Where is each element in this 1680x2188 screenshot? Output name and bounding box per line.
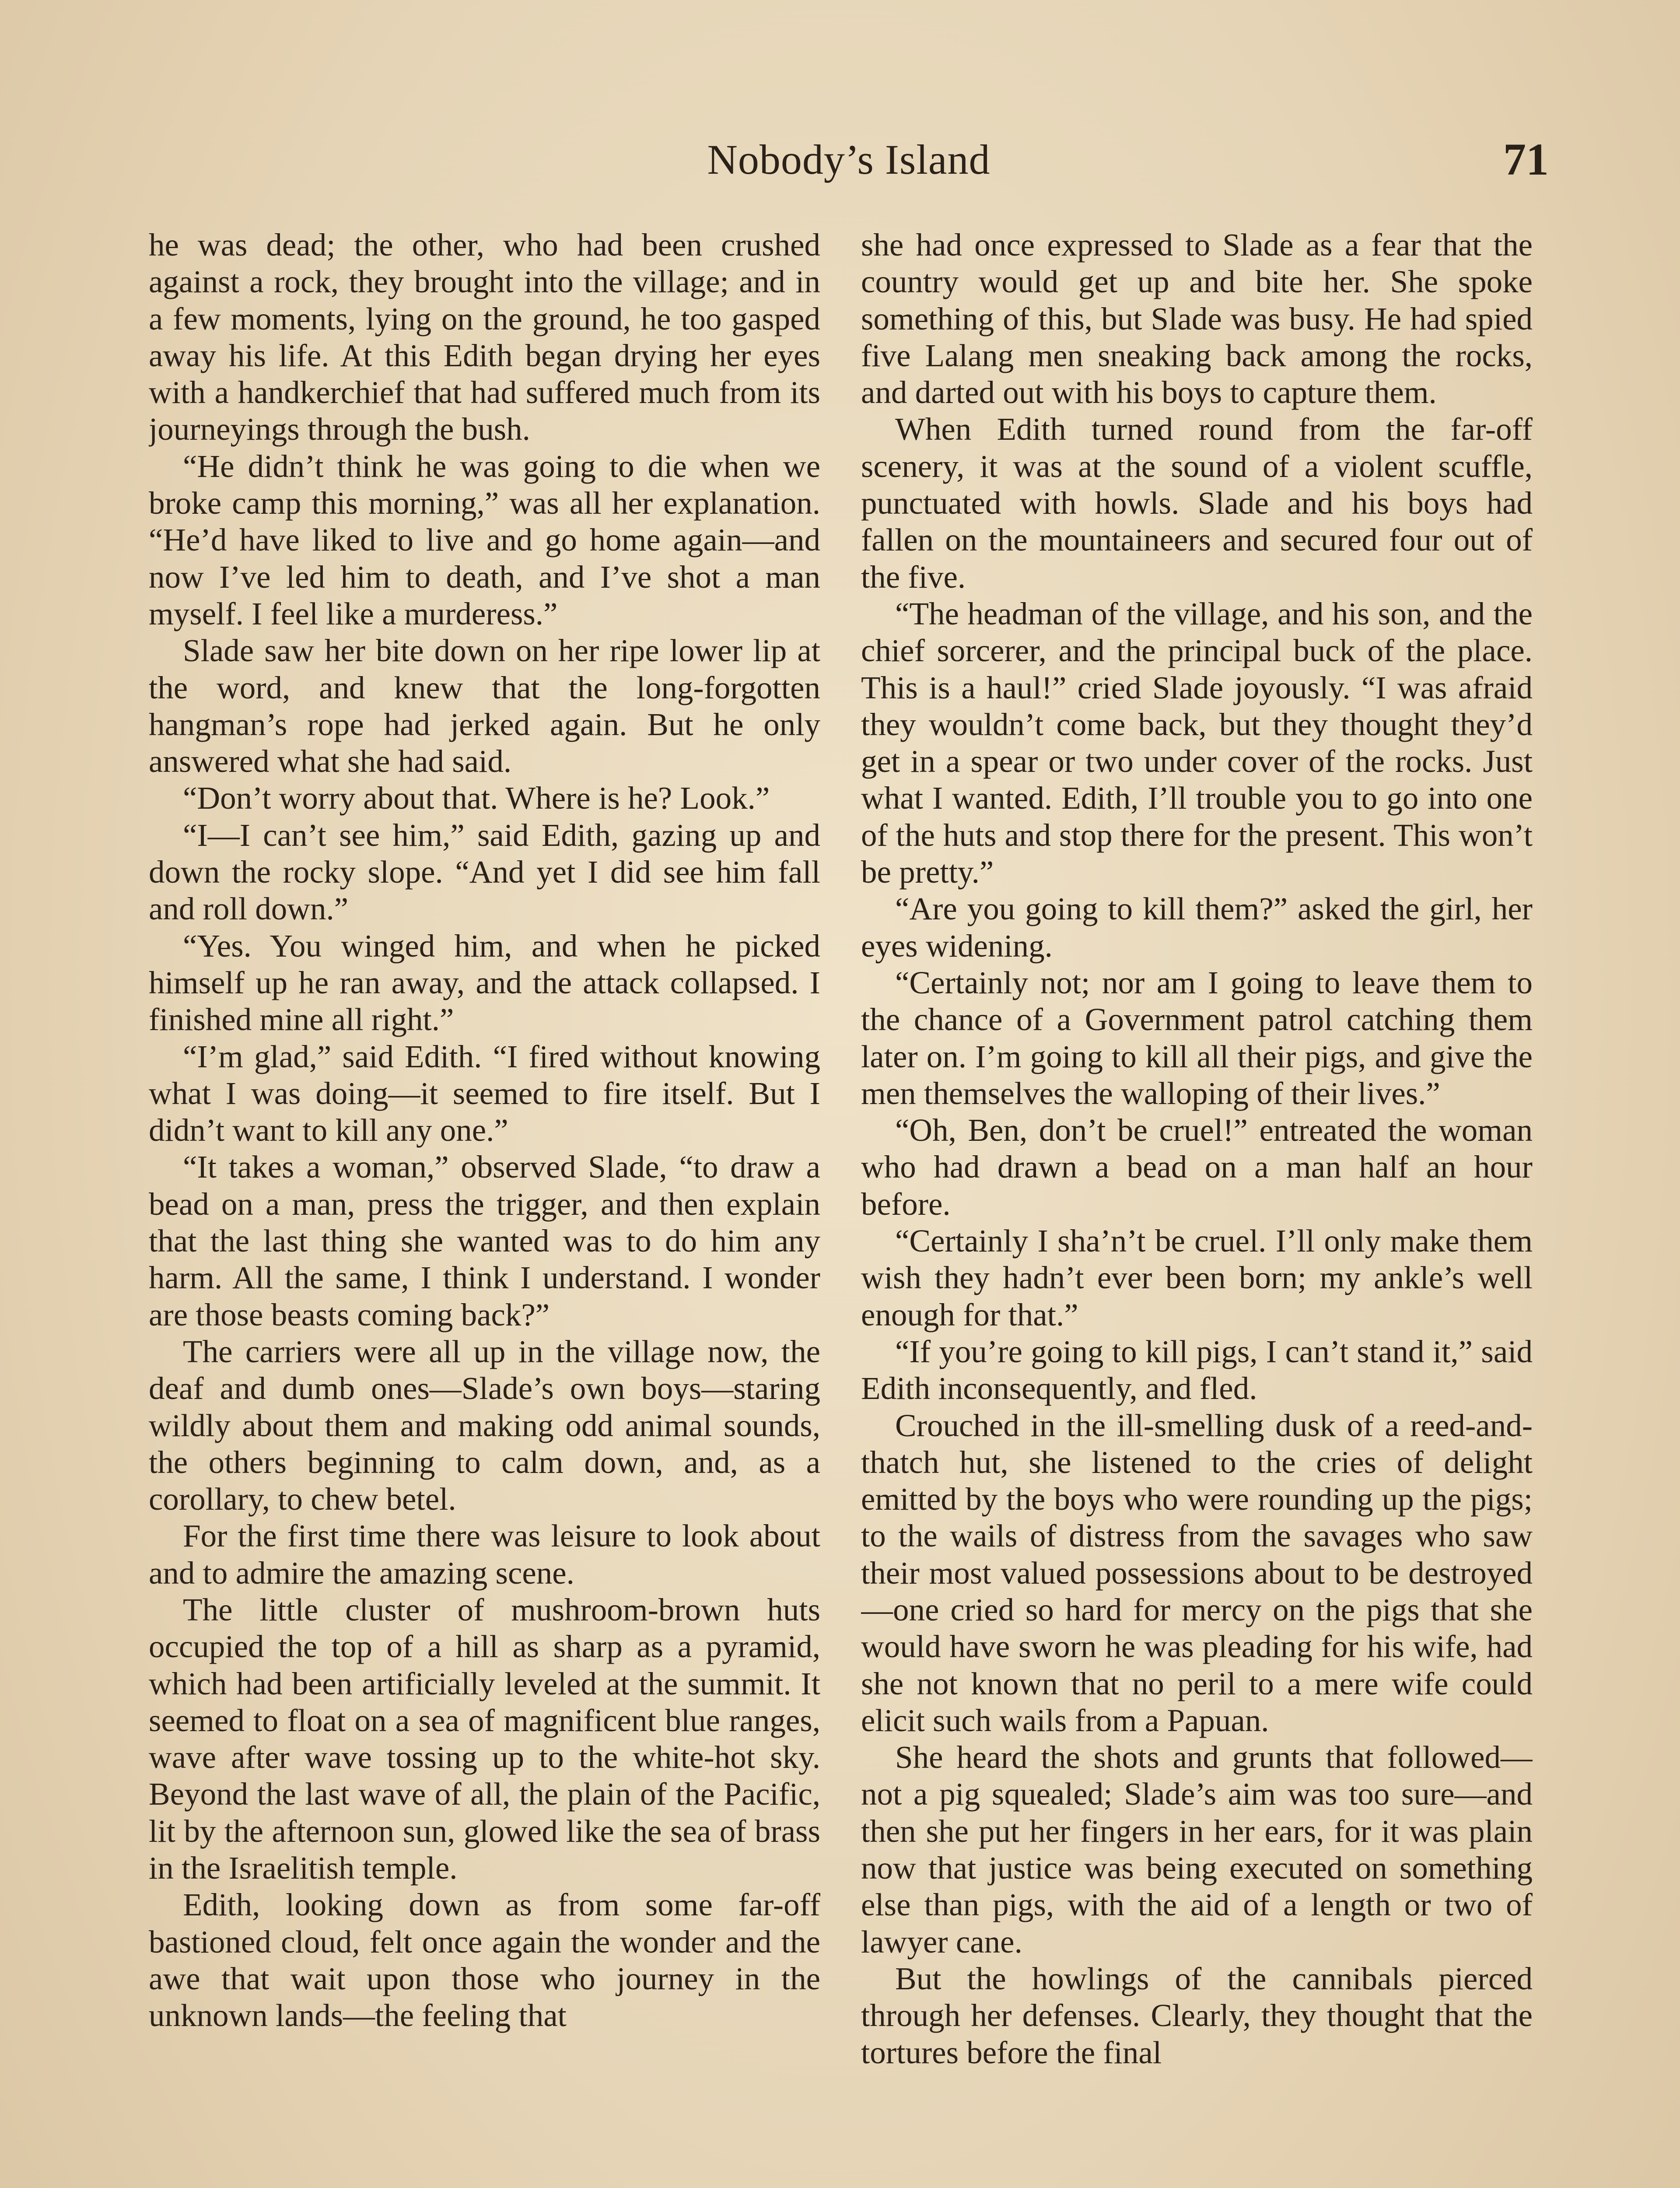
paragraph: “It takes a woman,” observed Slade, “to draw a bead on a man, press the trigger, and then explain that the last thing she wanted was to do him any harm. All the same, I think I understand. I wonder are those beasts coming back?”: [149, 1149, 820, 1332]
paragraph: Slade saw her bite down on her ripe lower lip at the word, and knew that the long-forgotten hangman’s rope had jerked again. But he only answered what she had said.: [149, 633, 820, 779]
running-header: [149, 127, 1549, 193]
paragraph: “He didn’t think he was going to die when we broke camp this morning,” was all her explanation. “He’d have liked to live and go home again—and now I’ve led him to death, and I’ve shot a man myself. I feel like a murderess.”: [149, 448, 820, 631]
paragraph: “If you’re going to kill pigs, I can’t stand it,” said Edith inconsequently, and fled.: [861, 1333, 1533, 1406]
text-column-right: [861, 227, 1533, 2188]
paragraph: “Don’t worry about that. Where is he? Look.”: [183, 780, 770, 816]
page-number: 71: [1503, 134, 1549, 185]
paragraph: She heard the shots and grunts that followed—not a pig squealed; Slade’s aim was too sure—and then she put her fingers in her ears, for it was plain now that justice was being executed on something else than pigs, with the aid of a length or two of lawyer cane.: [861, 1739, 1533, 1960]
paragraph: he was dead; the other, who had been crushed against a rock, they brought into the village; and in a few moments, lying on the ground, he too gasped away his life. At this Edith began drying her eyes with a handkerchief that had suffered much from its journeyings through the bush.: [149, 227, 820, 447]
paragraph: “Certainly I sha’n’t be cruel. I’ll only make them wish they hadn’t ever been born; my ankle’s well enough for that.”: [861, 1223, 1533, 1332]
paragraph: For the first time there was leisure to look about and to admire the amazing scene.: [149, 1518, 820, 1591]
paragraph: When Edith turned round from the far-off scenery, it was at the sound of a violent scuffle, punctuated with howls. Slade and his boys had fallen on the mountaineers and secured four out of the five.: [861, 411, 1533, 595]
paragraph: Edith, looking down as from some far-off bastioned cloud, felt once again the wonder and the awe that wait upon those who journey in the unknown lands—the feeling that: [149, 1887, 820, 2034]
paragraph: The carriers were all up in the village now, the deaf and dumb ones—Slade’s own boys—staring wildly about them and making odd animal sounds, the others beginning to calm down, and, as a corollary, to chew betel.: [149, 1333, 820, 1517]
paragraph: “I—I can’t see him,” said Edith, gazing up and down the rocky slope. “And yet I did see him fall and roll down.”: [149, 817, 820, 927]
paragraph: But the howlings of the cannibals pierced through her defenses. Clearly, they thought that the tortures before the final: [861, 1960, 1533, 2070]
text-column-left: [149, 227, 820, 2188]
running-title: Nobody’s Island: [707, 136, 990, 183]
paragraph: Crouched in the ill-smelling dusk of a reed-and-thatch hut, she listened to the cries of delight emitted by the boys who were rounding up the pigs; to the wails of distress from the savages who saw their most valued possessions about to be destroyed—one cried so hard for mercy on the pigs that she would have sworn he was pleading for his wife, had she not known that no peril to a mere wife could elicit such wails from a Papuan.: [861, 1407, 1533, 1738]
paragraph: “Certainly not; nor am I going to leave them to the chance of a Government patrol catching them later on. I’m going to kill all their pigs, and give the men themselves the walloping of their lives.”: [861, 964, 1533, 1111]
paragraph: “The headman of the village, and his son, and the chief sorcerer, and the principal buck of the place. This is a haul!” cried Slade joyously. “I was afraid they wouldn’t come back, but they thought they’d get in a spear or two under cover of the rocks. Just what I wanted. Edith, I’ll trouble you to go into one of the huts and stop there for the present. This won’t be pretty.”: [861, 596, 1533, 890]
paragraph: “Oh, Ben, don’t be cruel!” entreated the woman who had drawn a bead on a man half an hour before.: [861, 1112, 1533, 1222]
paragraph: “I’m glad,” said Edith. “I fired without knowing what I was doing—it seemed to fire itself. But I didn’t want to kill any one.”: [149, 1038, 820, 1148]
paragraph: “Are you going to kill them?” asked the girl, her eyes widening.: [861, 891, 1533, 964]
paragraph: “Yes. You winged him, and when he picked himself up he ran away, and the attack collapsed. I finished mine all right.”: [149, 928, 820, 1038]
paragraph: The little cluster of mushroom-brown huts occupied the top of a hill as sharp as a pyramid, which had been artificially leveled at the summit. It seemed to float on a sea of magnificent blue ranges, wave after wave tossing up to the white-hot sky. Beyond the last wave of all, the plain of the Pacific, lit by the afternoon sun, glowed like the sea of brass in the Israelitish temple.: [149, 1592, 820, 1886]
paragraph: she had once expressed to Slade as a fear that the country would get up and bite her. She spoke something of this, but Slade was busy. He had spied five Lalang men sneaking back among the rocks, and darted out with his boys to capture them.: [861, 227, 1533, 410]
